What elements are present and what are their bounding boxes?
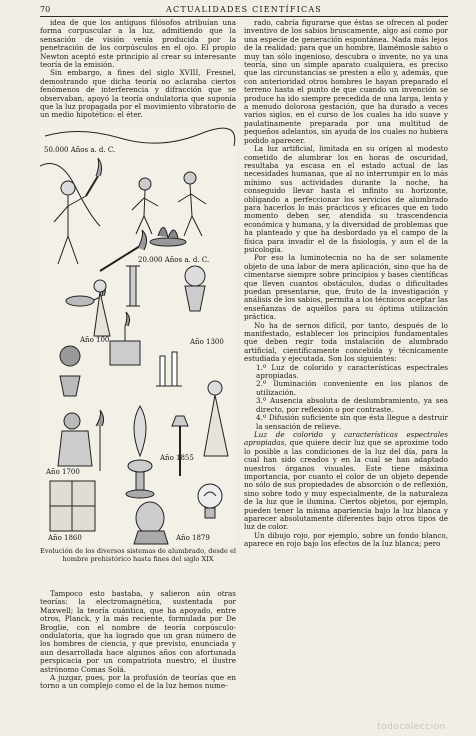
paragraph: Por eso la luminotecnia no ha de ser solamente objeto de una labor de mera aplicación, sino que ha de cimentarse siempre sobre principios y bases científicas que lleven cuantos obstáculos, dudas o dificultades puedan presentarse, que, fruto de la investigación y análisis de los sabios, permita a los técnicos aceptar las enseñanzas de aquéllos para su óptima utilización práctica. [244,253,448,322]
label-1700: Año 1700 [46,468,80,476]
label-100: Año 100 [80,336,110,344]
paragraph: idea de que los antiguos filósofos atribuían una forma corpuscular a la luz, admitiendo que la sensación de visión venía producida por la penetración de los corpúsculos en el ojo. El propio Newton aceptó este principio al crear su interesante teoría de la emisión. [40,19,236,70]
label-1855: Año 1855 [160,454,194,462]
principle-item: 2.º Iluminación conveniente en los planos de utilización. [256,379,448,397]
paragraph: A juzgar, pues, por la profusión de teorías que en torno a un complejo como el de la luz hemos nume- [40,673,236,691]
figure-caption: Evolución de los diversos sistemas de alumbrado, desde el hombre prehistórico hasta fines del siglo XIX [40,547,236,563]
paragraph: La luz artificial, limitada en su origen al modesto cometido de alumbrar los en horas de oscuridad, resultaba ya escasa en el estado actual de las necesidades humanas, que al no interrumpir en lo más mínimo sus actividades durante la noche, ha conseguido llevar hasta el infinito su horizonte, obligando a perfeccionar los servicios de alumbrado para hacerlos lo más prácticos y eficaces que en todo momento deben ser, atendida su trascendencia económica y humana, y la diversidad de problemas que ha planteado y que ha desbordado ya el campo de la física para invadir el de la fisiología, y aun el de la psicología. [244,144,448,254]
running-head: ACTUALIDADES CIENTÍFICAS [166,5,322,14]
paragraph [244,431,448,532]
label-20000: 20.000 Años a. d. C. [138,256,210,264]
principle-item: 3.º Ausencia absoluta de deslumbramiento, ya sea directo, por reflexión o por contraste. [256,396,448,414]
right-column [244,19,448,719]
paragraph: Sin embargo, a fines del siglo XVIII, Fresnel, demostrando que dicha teoría no aclaraba ciertos fenómenos de interferencia y difracción que se observaban, apoyó la teoría ondulatoria que suponía que la luz propagada por el movimiento vibratorio de un medio hipotético: el éter. [40,68,236,120]
left-column-top [40,19,236,123]
watermark: todocoleccion [377,722,446,732]
paragraph: Un dibujo rojo, por ejemplo, sobre un fondo blanco, aparece en rojo bajo los efectos de la luz blanca; pero [244,530,448,549]
page-number: 70 [40,5,51,14]
illustration-drawing [40,126,236,546]
label-1879: Año 1879 [176,534,210,542]
subhead: Luz de colorido y características espectrales apropiadas [244,429,448,448]
subhead-continuation: , que quiere decir luz que se aproxime todo lo posible a las condiciones de la luz del día, para la cual han sido creados y en la cual se han adaptado nuestros órganos visuales. Este tiene máxima importancia, por cuanto el color de un objeto depende no sólo de sus propiedades de absorción o de reflexión, sino sobre todo y muy especialmente, de la naturaleza de la luz que le ilumina. Ciertos objetos, por ejemplo, pueden tener la misma apariencia bajo la luz blanca y aparecer absolutamente diferentes bajo otros tipos de luz de color. [244,438,448,532]
left-column-bottom [40,590,236,720]
label-1860: Año 1860 [48,534,82,542]
label-1300: Año 1300 [190,338,224,346]
label-50000: 50.000 Años a. d. C. [44,146,116,154]
paragraph: rado, cabría figurarse que éstas se ofrecen al poder inventivo de los sabios bruscamente, algo así como por una especie de generación espontánea. Nada más lejos de la realidad; para que un hombre, llamémosle sabio o muy tan sólo ingenioso, descubra o invente, no ya una teoría, sino un simple aparato cualquiera, es preciso que las circunstancias se presten a ello y, además, que con anterioridad otros hombres le hayan preparado el terreno hasta el punto de que cuando un invención se produce ha ido siempre precedida de una larga, lenta y a menudo dolorosa gestación, que ha durado a veces varios siglos, en el curso de los cuales ha ido suave y paulatinamente preparada por una multitud de pequeños adelantos, sin ayuda de los cuales no hubiera podido aparecer. [244,19,448,145]
principle-item: 1.º Luz de colorido y características espectrales apropiadas. [256,362,448,381]
paragraph: No ha de sernos difícil, por tanto, después de lo manifestado, establecer los principios fundamentales que deben regir toda instalación de alumbrado artificial, científicamente concebida y técnicamente estudiada y ejecutada. Son los siguientes: [244,320,448,364]
lighting-evolution-illustration [40,126,236,546]
paragraph: Tampoco esto bastaba, y salieron aún otras teorías: la electromagnética, sustentada por Maxwell; la teoría cuántica, que ha apoyado, entre otros, Planck, y la más reciente, formulada por De Broglie, con el nombre de teoría corpúsculo-ondulatoria, que ha logrado que un gran número de los hombres de ciencia, y que previsto, enunciada y aun desarrollada hace algunos años con afortunada perspicacia por un compatriota nuestro, el ilustre astrónomo Comas Solá. [40,590,236,674]
header-rule [40,16,448,17]
principle-item: 4.º Difusión suficiente sin que ésta llegue a destruir la sensación de relieve. [256,413,448,431]
